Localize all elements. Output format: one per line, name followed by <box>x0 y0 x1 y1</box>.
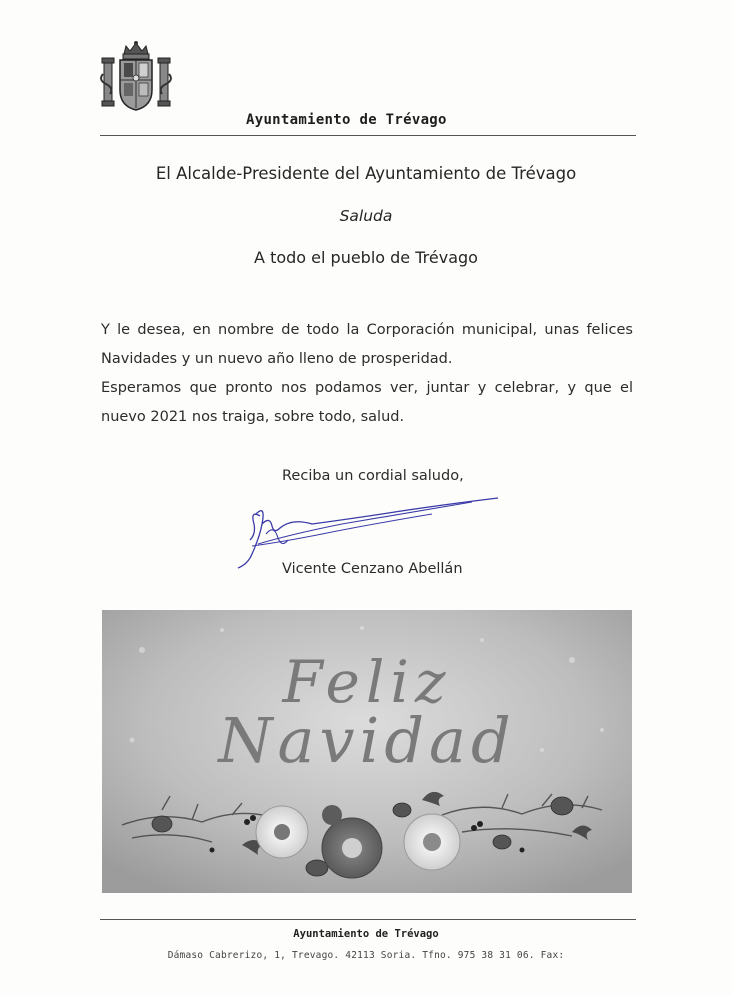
signer-name: Vicente Cenzano Abellán <box>282 561 463 577</box>
footer-address: Dámaso Cabrerizo, 1, Trevago. 42113 Soria. Tfno. 975 38 31 06. Fax: <box>167 950 565 961</box>
footer-divider <box>100 919 636 920</box>
footer-institution: Ayuntamiento de Trévago <box>293 928 439 940</box>
body-paragraph-2: Esperamos que pronto nos podamos ver, juntar y celebrar, y que el nuevo 2021 nos traiga, sobre todo, salud. <box>101 380 633 425</box>
card-line-feliz: Feliz <box>282 648 452 716</box>
greeting-saluda: Saluda <box>339 207 393 225</box>
header-institution: Ayuntamiento de Trévago <box>246 112 447 128</box>
christmas-card-image <box>102 610 632 893</box>
header-divider <box>100 135 636 136</box>
body-paragraph-1: Y le desea, en nombre de todo la Corporación municipal, unas felices Navidades y un nuevo año lleno de prosperidad. <box>101 322 633 367</box>
card-line-navidad: Navidad <box>218 704 516 777</box>
closing-salutation: Reciba un cordial saludo, <box>282 468 464 484</box>
greeting-sender: El Alcalde-Presidente del Ayuntamiento de Trévago <box>155 164 577 183</box>
greeting-recipient: A todo el pueblo de Trévago <box>254 248 478 267</box>
letter-body <box>101 316 633 432</box>
coat-of-arms-icon <box>100 40 172 116</box>
